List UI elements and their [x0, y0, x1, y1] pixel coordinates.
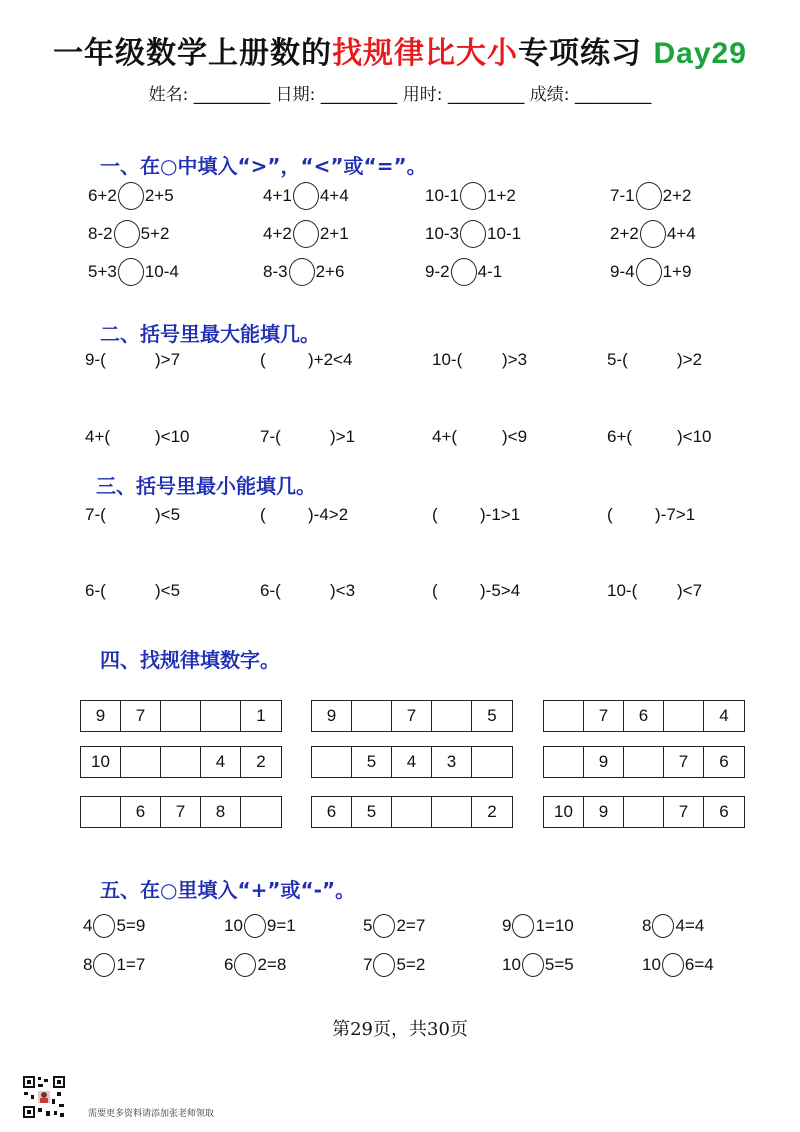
expression-right: )-1>1 — [480, 505, 521, 524]
left-expression: 5+3 — [88, 262, 117, 281]
expression-right: )>3 — [502, 350, 528, 369]
title-part2: 找规律比大小 — [332, 36, 519, 71]
expression-right: )>1 — [330, 427, 356, 446]
left-expression: 4+1 — [263, 186, 292, 205]
operator-circle[interactable] — [522, 953, 544, 977]
number-cell: 6 — [624, 701, 664, 731]
qr-code-icon — [22, 1075, 66, 1119]
expression-left: ( — [607, 505, 613, 524]
blank-cell[interactable] — [664, 701, 704, 731]
sequence-box — [311, 796, 513, 828]
number-cell: 10 — [544, 797, 584, 827]
rest-expression: 1=7 — [116, 955, 146, 974]
number-cell: 3 — [432, 747, 472, 777]
first-number: 8 — [83, 955, 93, 974]
blank-cell[interactable] — [241, 797, 281, 827]
blank-cell[interactable] — [312, 747, 352, 777]
left-expression: 2+2 — [610, 224, 639, 243]
left-expression: 4+2 — [263, 224, 292, 243]
answer-blank[interactable] — [444, 581, 474, 601]
expression-left: 6+( — [607, 427, 633, 446]
right-expression: 5+2 — [140, 224, 170, 243]
expression-left: ( — [260, 350, 266, 369]
number-cell: 7 — [161, 797, 201, 827]
operator-circle[interactable] — [373, 914, 395, 938]
answer-circle[interactable] — [636, 182, 662, 210]
number-cell: 6 — [719, 752, 729, 771]
rest-expression: 2=7 — [396, 916, 426, 935]
answer-blank[interactable] — [295, 427, 325, 447]
page-number: 第29页，共30页 — [332, 1019, 468, 1040]
answer-blank[interactable] — [120, 581, 150, 601]
operator-circle[interactable] — [373, 953, 395, 977]
compare-exercise — [88, 258, 179, 286]
expression-right: )-5>4 — [480, 581, 521, 600]
right-expression: 1+2 — [487, 186, 516, 205]
operator-circle[interactable] — [93, 953, 115, 977]
answer-circle[interactable] — [293, 182, 319, 210]
answer-blank[interactable] — [120, 350, 150, 370]
first-number: 10 — [224, 916, 243, 935]
expression-right: )>2 — [677, 350, 703, 369]
sequence-box — [543, 746, 745, 778]
number-cell: 4 — [201, 747, 241, 777]
blank-cell[interactable] — [544, 701, 584, 731]
rest-expression: 4=4 — [675, 916, 705, 935]
expression-left: 6-( — [85, 581, 106, 600]
blank-cell[interactable] — [392, 797, 432, 827]
answer-blank[interactable] — [642, 427, 672, 447]
answer-blank[interactable] — [120, 427, 150, 447]
sequence-box — [311, 700, 513, 732]
compare-exercise — [610, 258, 691, 286]
left-expression: 9-4 — [610, 262, 635, 281]
section-3-heading: 三、括号里最小能填几。 — [96, 474, 316, 498]
rest-expression: 5=5 — [544, 955, 574, 974]
operator-exercise — [363, 953, 425, 977]
first-number: 8 — [642, 916, 652, 935]
expression-left: 10-( — [432, 350, 463, 369]
number-cell: 5 — [487, 706, 497, 725]
answer-blank[interactable] — [272, 505, 302, 525]
answer-blank[interactable] — [120, 505, 150, 525]
right-expression: 1+9 — [662, 262, 692, 281]
blank-cell[interactable] — [624, 747, 664, 777]
sequence-box — [543, 796, 745, 828]
answer-circle[interactable] — [451, 258, 477, 286]
left-expression: 9-2 — [425, 262, 450, 281]
answer-blank[interactable] — [642, 350, 672, 370]
right-expression: 2+2 — [662, 186, 692, 205]
operator-exercise — [642, 914, 704, 938]
answer-blank[interactable] — [295, 581, 325, 601]
right-expression: 4+4 — [319, 186, 349, 205]
blank-cell[interactable] — [352, 701, 392, 731]
right-expression: 4+4 — [666, 224, 696, 243]
operator-exercise — [502, 953, 574, 977]
answer-circle[interactable] — [293, 220, 319, 248]
expression-left: ( — [432, 505, 438, 524]
section-2-heading: 二、括号里最大能填几。 — [100, 322, 320, 346]
right-expression: 10-4 — [144, 262, 179, 281]
compare-exercise — [425, 182, 516, 210]
first-number: 10 — [502, 955, 521, 974]
number-cell: 7 — [584, 701, 624, 731]
answer-blank[interactable] — [619, 505, 649, 525]
answer-circle[interactable] — [114, 220, 140, 248]
number-cell: 1 — [256, 706, 266, 725]
expression-right: )<5 — [155, 505, 181, 524]
compare-exercise — [263, 258, 344, 286]
rest-expression: 6=4 — [684, 955, 714, 974]
number-cell: 7 — [121, 701, 161, 731]
expression-left: 4+( — [85, 427, 111, 446]
rest-expression: 2=8 — [257, 955, 287, 974]
rest-expression: 5=2 — [396, 955, 426, 974]
answer-circle[interactable] — [636, 258, 662, 286]
compare-exercise — [610, 220, 696, 248]
compare-exercise — [263, 182, 349, 210]
number-cell: 9 — [584, 797, 624, 827]
compare-exercise — [610, 182, 691, 210]
answer-circle[interactable] — [460, 182, 486, 210]
expression-right: )<3 — [330, 581, 356, 600]
compare-exercise — [88, 220, 169, 248]
blank-cell[interactable] — [544, 747, 584, 777]
right-expression: 2+6 — [315, 262, 345, 281]
title-day: Day29 — [653, 37, 747, 70]
expression-left: 10-( — [607, 581, 638, 600]
first-number: 5 — [363, 916, 373, 935]
expression-right: )<5 — [155, 581, 181, 600]
operator-circle[interactable] — [512, 914, 534, 938]
number-cell: 9 — [584, 747, 624, 777]
answer-blank[interactable] — [467, 427, 497, 447]
sequence-box — [543, 700, 745, 732]
blank-cell[interactable] — [161, 747, 201, 777]
sequence-box — [80, 796, 282, 828]
rest-expression: 1=10 — [535, 916, 574, 935]
student-info-line: 姓名: _________ 日期: _________ 用时: _________ 成绩: _________ — [148, 85, 652, 105]
expression-right: )<10 — [677, 427, 712, 446]
expression-left: ( — [260, 505, 266, 524]
blank-cell[interactable] — [161, 701, 201, 731]
blank-cell[interactable] — [624, 797, 664, 827]
operator-exercise — [224, 953, 286, 977]
operator-exercise — [642, 953, 714, 977]
answer-blank[interactable] — [642, 581, 672, 601]
right-expression: 2+5 — [144, 186, 174, 205]
expression-left: 6-( — [260, 581, 281, 600]
expression-left: 5-( — [607, 350, 628, 369]
blank-cell[interactable] — [472, 747, 512, 777]
expression-left: ( — [432, 581, 438, 600]
number-cell: 6 — [121, 797, 161, 827]
number-cell: 5 — [352, 747, 392, 777]
left-expression: 10-1 — [425, 186, 460, 205]
first-number: 7 — [363, 955, 373, 974]
answer-circle[interactable] — [640, 220, 666, 248]
number-cell: 9 — [312, 701, 352, 731]
number-cell: 5 — [352, 797, 392, 827]
number-cell: 2 — [256, 752, 266, 771]
answer-circle[interactable] — [118, 258, 144, 286]
expression-right: )<10 — [155, 427, 190, 446]
operator-exercise — [363, 914, 425, 938]
expression-left: 7-( — [85, 505, 106, 524]
answer-circle[interactable] — [289, 258, 315, 286]
blank-cell[interactable] — [121, 747, 161, 777]
expression-left: 9-( — [85, 350, 106, 369]
operator-circle[interactable] — [652, 914, 674, 938]
number-cell: 6 — [719, 802, 729, 821]
number-cell: 7 — [392, 701, 432, 731]
expression-right: )>7 — [155, 350, 181, 369]
number-cell: 4 — [392, 747, 432, 777]
operator-circle[interactable] — [93, 914, 115, 938]
expression-right: )-4>2 — [308, 505, 349, 524]
page-title — [0, 28, 800, 72]
blank-cell[interactable] — [432, 797, 472, 827]
expression-right: )+2<4 — [308, 350, 353, 369]
operator-exercise — [83, 953, 145, 977]
operator-circle[interactable] — [234, 953, 256, 977]
section-1-heading: 一、在○中填入“>”，“<”或“=”。 — [100, 154, 427, 178]
sequence-box — [311, 746, 513, 778]
rest-expression: 5=9 — [116, 916, 146, 935]
expression-right: )<9 — [502, 427, 528, 446]
answer-blank[interactable] — [467, 350, 497, 370]
operator-exercise — [83, 914, 145, 938]
number-cell: 8 — [201, 797, 241, 827]
number-cell: 9 — [81, 701, 121, 731]
compare-exercise — [425, 220, 521, 248]
compare-exercise — [263, 220, 349, 248]
sequence-box — [80, 700, 282, 732]
section-4-heading: 四、找规律填数字。 — [100, 648, 280, 672]
section-5-heading: 五、在○里填入“+”或“-”。 — [100, 878, 356, 902]
expression-left: 4+( — [432, 427, 458, 446]
first-number: 9 — [502, 916, 512, 935]
right-expression: 2+1 — [319, 224, 349, 243]
answer-blank[interactable] — [444, 505, 474, 525]
operator-exercise — [502, 914, 574, 938]
answer-circle[interactable] — [118, 182, 144, 210]
left-expression: 7-1 — [610, 186, 635, 205]
number-cell: 7 — [664, 797, 704, 827]
right-expression: 10-1 — [487, 224, 522, 243]
left-expression: 8-2 — [88, 224, 113, 243]
number-cell: 7 — [664, 747, 704, 777]
left-expression: 10-3 — [425, 224, 460, 243]
answer-circle[interactable] — [460, 220, 486, 248]
number-cell: 10 — [81, 747, 121, 777]
expression-right: )<7 — [677, 581, 703, 600]
first-number: 4 — [83, 916, 93, 935]
left-expression: 6+2 — [88, 186, 117, 205]
sequence-box — [80, 746, 282, 778]
title-part1: 一年级数学上册数的 — [53, 36, 333, 71]
right-expression: 4-1 — [477, 262, 503, 281]
operator-exercise — [224, 914, 296, 938]
operator-circle[interactable] — [662, 953, 684, 977]
compare-exercise — [425, 258, 502, 286]
number-cell: 4 — [719, 706, 729, 725]
title-part3: 专项练习 — [518, 36, 643, 71]
first-number: 10 — [642, 955, 661, 974]
first-number: 6 — [224, 955, 234, 974]
rest-expression: 9=1 — [266, 916, 296, 935]
contact-note: 需要更多资料请添加张老师领取 — [88, 1109, 215, 1119]
expression-left: 7-( — [260, 427, 281, 446]
number-cell: 6 — [312, 797, 352, 827]
left-expression: 8-3 — [263, 262, 288, 281]
blank-cell[interactable] — [201, 701, 241, 731]
expression-right: )-7>1 — [655, 505, 696, 524]
blank-cell[interactable] — [81, 797, 121, 827]
compare-exercise — [88, 182, 174, 210]
blank-cell[interactable] — [432, 701, 472, 731]
number-cell: 2 — [487, 802, 497, 821]
operator-circle[interactable] — [244, 914, 266, 938]
answer-blank[interactable] — [272, 350, 302, 370]
